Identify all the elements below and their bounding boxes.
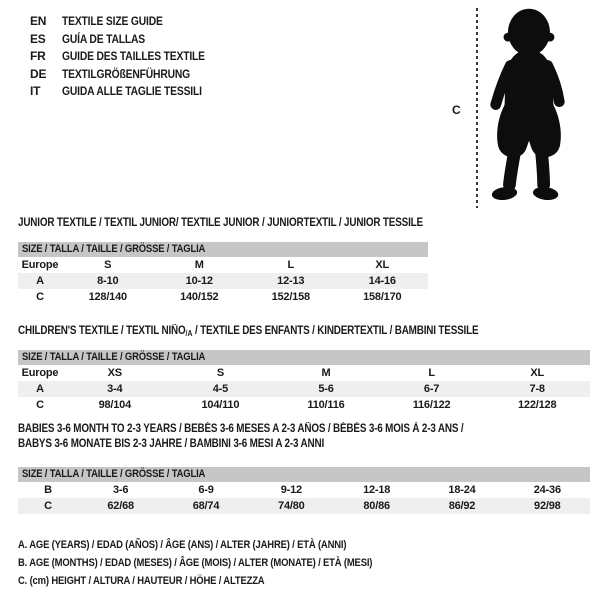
title-part: / TEXTILE DES ENFANTS / KINDERTEXTIL / BAMBINI TESSILE: [192, 325, 479, 337]
column-header: XS: [107, 367, 122, 379]
table-row-b: [18, 482, 590, 498]
babies-size-table: [18, 467, 590, 514]
table-row-a: [18, 273, 428, 289]
cell: 158/170: [363, 291, 402, 303]
column-header: Europe: [21, 367, 59, 379]
cell: 140/152: [180, 291, 219, 303]
language-title: TEXTILE SIZE GUIDE: [62, 14, 163, 28]
cell: 80/86: [334, 498, 419, 514]
table-row-a: [18, 381, 590, 397]
size-header-bar: [18, 242, 428, 257]
cell: 6-7: [379, 381, 485, 397]
cell: 116/122: [412, 399, 451, 411]
footnote-a-text: A. AGE (YEARS) / EDAD (AÑOS) / ÂGE (ANS) / ALTER (JAHRE) / ETÀ (ANNI): [18, 539, 347, 551]
footnote-legend: [18, 536, 430, 590]
row-label: B: [44, 484, 52, 496]
cell: 9-12: [280, 484, 302, 496]
language-title-list: [30, 13, 228, 101]
size-header-bar: [18, 467, 590, 482]
cell: 3-6: [113, 484, 129, 496]
column-header: XL: [530, 367, 545, 379]
cell: 8-10: [62, 273, 154, 289]
language-title: GUIDA ALLE TAGLIE TESSILI: [62, 84, 202, 98]
language-code: EN: [30, 14, 47, 28]
language-row-es: [30, 31, 228, 49]
column-header: M: [194, 259, 204, 271]
cell: 128/140: [88, 291, 127, 303]
language-title: GUÍA DE TALLAS: [62, 31, 146, 46]
cell: 14-16: [337, 273, 429, 289]
language-code: IT: [30, 84, 41, 98]
childrens-size-table: [18, 350, 590, 413]
footnote-a: [18, 536, 430, 554]
table-row-c: [18, 397, 590, 413]
footnote-b-text: B. AGE (MONTHS) / EDAD (MESES) / ÂGE (MOIS) / ALTER (MONATE) / ETÀ (MESI): [18, 557, 373, 569]
column-header: Europe: [21, 259, 59, 271]
column-header: XL: [375, 259, 390, 271]
childrens-section-title-text: [18, 324, 478, 341]
cell: 62/68: [78, 498, 163, 514]
baby-figure: [440, 0, 600, 215]
language-code: DE: [30, 66, 47, 81]
column-header: S: [216, 367, 224, 379]
cell: 7-8: [484, 381, 590, 397]
language-row-en: [30, 13, 228, 31]
size-header-label: SIZE / TALLA / TAILLE / GRÖSSE / TAGLIA: [22, 243, 206, 255]
babies-title-line-2: BABYS 3-6 MONATE BIS 2-3 JAHRE / BAMBINI 3-6 MESI A 2-3 ANNI: [18, 438, 325, 450]
cell: 98/104: [98, 399, 132, 411]
language-row-fr: [30, 48, 228, 66]
footnote-b: [18, 554, 430, 572]
baby-silhouette-icon: [484, 6, 572, 208]
childrens-section-title: [18, 324, 553, 341]
cell: 92/98: [505, 498, 590, 514]
cell: 10-12: [154, 273, 246, 289]
row-label: A: [18, 273, 62, 289]
cell: 18-24: [448, 484, 476, 496]
row-label: A: [18, 381, 62, 397]
table-row-c: [18, 498, 590, 514]
column-header: S: [104, 259, 112, 271]
cell: 68/74: [163, 498, 248, 514]
size-header-label: SIZE / TALLA / TAILLE / GRÖSSE / TAGLIA: [22, 351, 206, 363]
row-label: C: [18, 498, 78, 514]
column-header: L: [428, 367, 435, 379]
cell: 24-36: [533, 484, 561, 496]
table-row-c: [18, 289, 428, 305]
language-title: TEXTILGRÖßENFÜHRUNG: [62, 66, 191, 81]
row-label: C: [36, 291, 44, 303]
babies-section-title: [18, 422, 536, 452]
junior-section-title: [18, 216, 489, 231]
cell: 4-5: [168, 381, 274, 397]
cell: 122/128: [518, 399, 557, 411]
language-row-it: [30, 83, 228, 101]
column-header: M: [321, 367, 331, 379]
footnote-c: [18, 572, 430, 590]
cell: 12-18: [363, 484, 391, 496]
language-code: FR: [30, 49, 46, 63]
height-measure-label: C: [452, 103, 461, 117]
column-header: L: [287, 259, 295, 271]
row-label: C: [36, 399, 44, 411]
title-part: CHILDREN'S TEXTILE / TEXTIL NIÑO: [18, 325, 186, 337]
cell: 5-6: [273, 381, 379, 397]
height-dashed-line: [476, 8, 478, 208]
footnote-c-text: C. (cm) HEIGHT / ALTURA / HAUTEUR / HÖHE / ALTEZZA: [18, 575, 265, 587]
junior-size-table: [18, 242, 428, 305]
column-header-row: [18, 365, 590, 381]
cell: 110/116: [307, 399, 345, 411]
cell: 3-4: [62, 381, 168, 397]
size-header-label: SIZE / TALLA / TAILLE / GRÖSSE / TAGLIA: [22, 468, 206, 480]
babies-title-line-1: BABIES 3-6 MONTH TO 2-3 YEARS / BEBÉS 3-6 MESES A 2-3 AÑOS / BÉBÉS 3-6 MOIS À 2-3 ANS /: [18, 423, 464, 435]
cell: 86/92: [419, 498, 504, 514]
language-title: GUIDE DES TAILLES TEXTILE: [62, 49, 205, 63]
cell: 152/158: [271, 291, 310, 303]
junior-section-title-text: JUNIOR TEXTILE / TEXTIL JUNIOR/ TEXTILE JUNIOR / JUNIORTEXTIL / JUNIOR TESSILE: [18, 217, 423, 229]
cell: 74/80: [249, 498, 334, 514]
language-code: ES: [30, 31, 46, 46]
cell: 104/110: [201, 399, 240, 411]
size-header-bar: [18, 350, 590, 365]
column-header-row: [18, 257, 428, 273]
title-part-subscript: /A: [185, 329, 193, 338]
cell: 6-9: [198, 484, 214, 496]
cell: 12-13: [245, 273, 337, 289]
language-row-de: [30, 66, 228, 84]
